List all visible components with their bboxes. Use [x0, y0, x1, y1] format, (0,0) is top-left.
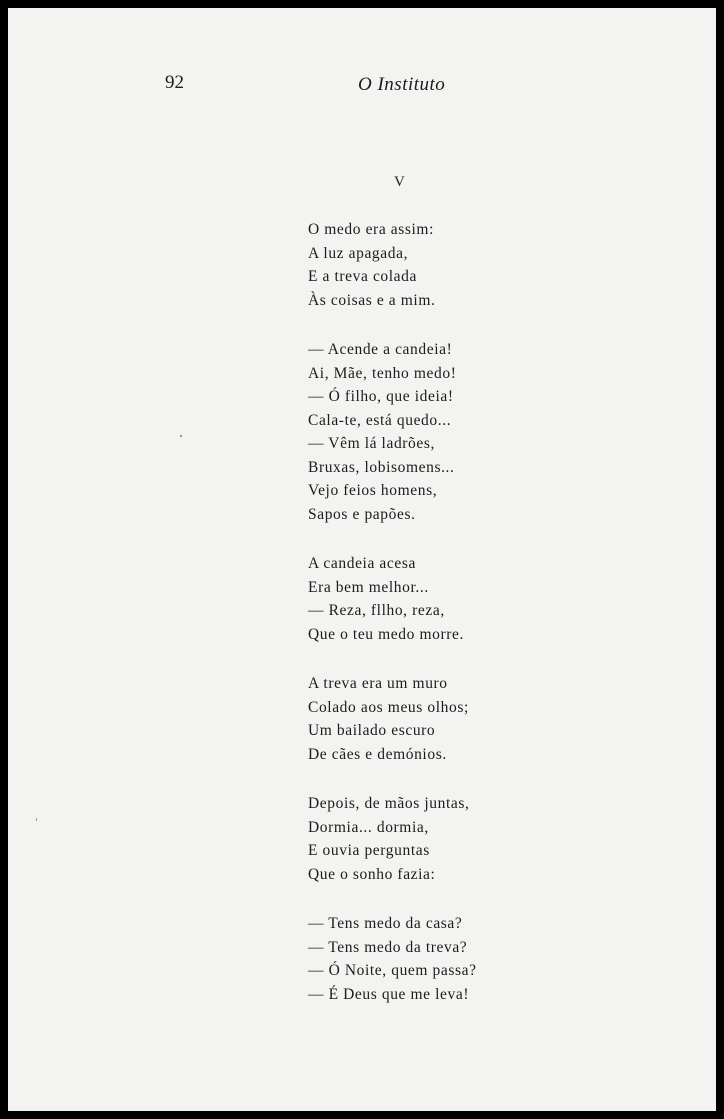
poem-line: Ai, Mãe, tenho medo! [308, 364, 457, 382]
stanza-3 [308, 552, 668, 646]
paper-speck [180, 435, 182, 437]
poem-line: A treva era um muro [308, 675, 448, 692]
poem-line: Vejo feios homens, [308, 482, 438, 499]
poem-line: Um bailado escuro [308, 722, 436, 739]
running-title: O Instituto [358, 74, 446, 95]
book-page [8, 8, 716, 1111]
poem-line: Bruxas, lobisomens... [308, 458, 455, 476]
stanza-5 [308, 792, 668, 886]
poem-line: De cães e demónios. [308, 745, 447, 763]
poem-line: E ouvia perguntas [308, 842, 430, 859]
poem-line: Sapos e papões. [308, 505, 416, 523]
poem-line: Que o teu medo morre. [308, 625, 464, 643]
paper-speck [36, 818, 37, 821]
poem-line: — Ó Noite, quem passa? [308, 962, 477, 979]
poem-line: Colado aos meus olhos; [308, 698, 469, 716]
poem-line: Dormia... dormia, [308, 818, 429, 836]
page-number: 92 [165, 72, 184, 93]
poem-line: — Acende a candeia! [308, 341, 453, 358]
poem-line: — Tens medo da treva? [308, 938, 468, 956]
poem-line: — Tens medo da casa? [308, 915, 463, 932]
poem-line: — Ó filho, que ideia! [308, 388, 454, 405]
stanza-6 [308, 912, 668, 1006]
poem-line: E a treva colada [308, 268, 417, 285]
poem-line: Que o sonho fazia: [308, 865, 436, 883]
poem-line: Era bem melhor... [308, 578, 429, 596]
poem-line: — É Deus que me leva! [308, 985, 470, 1003]
section-numeral: V [394, 174, 406, 190]
poem-line: Cala-te, está quedo... [308, 411, 452, 429]
poem-line: A candeia acesa [308, 555, 416, 572]
poem-line: — Reza, fllho, reza, [308, 602, 445, 619]
poem [308, 218, 668, 1032]
stanza-4 [308, 672, 668, 766]
stanza-1 [308, 218, 668, 312]
poem-line: Às coisas e a mim. [308, 291, 436, 309]
poem-line: O medo era assim: [308, 221, 434, 238]
poem-line: A luz apagada, [308, 244, 409, 262]
poem-line: — Vêm lá ladrões, [308, 435, 435, 452]
stanza-2 [308, 338, 668, 526]
poem-line: Depois, de mãos juntas, [308, 795, 470, 812]
